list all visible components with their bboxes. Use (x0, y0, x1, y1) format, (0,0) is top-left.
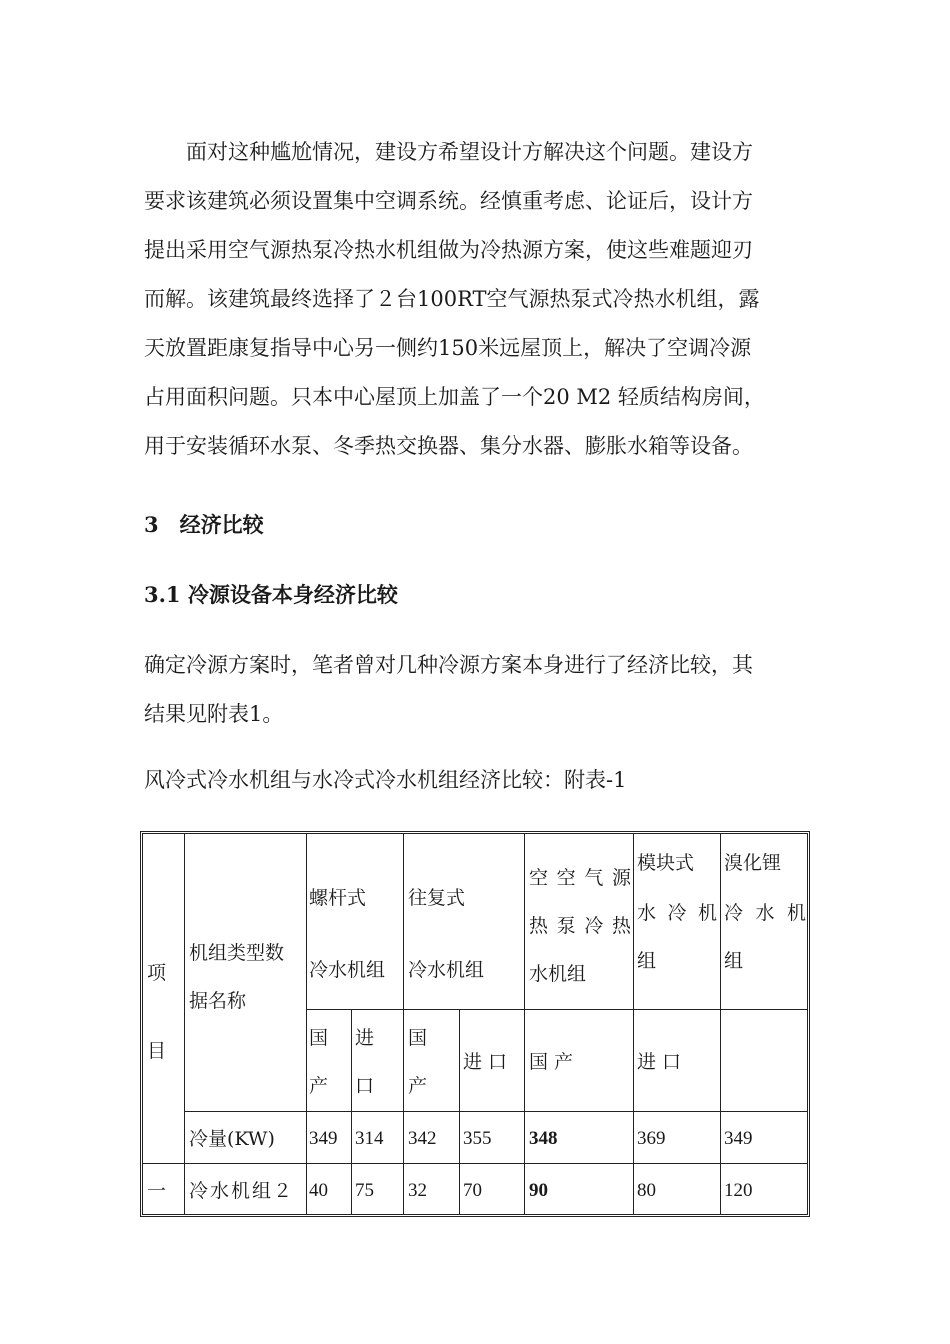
table-rule (306, 1009, 807, 1010)
header-text: 水冷机 (637, 902, 717, 924)
subheader-text: 进 (355, 1027, 375, 1049)
text-line: 结果见附表1。 (144, 702, 284, 726)
header-text: 模块式 (637, 852, 695, 874)
header-text: 螺杆式 (309, 887, 367, 909)
subheader-text: 产 (309, 1075, 329, 1097)
table-cell: 314 (355, 1128, 384, 1149)
header-text: 溴化锂 (724, 852, 782, 874)
subsection-heading: 3.1 冷源设备本身经济比较 (144, 582, 398, 607)
table-cell: 80 (637, 1180, 656, 1201)
subheader-heatpump-domestic: 国 产 (529, 1051, 574, 1073)
table-rule (306, 834, 307, 1214)
header-text: 冷水机组 (408, 959, 485, 981)
paragraph-comparison (144, 641, 810, 739)
text-line: 要求该建筑必须设置集中空调系统。经慎重考虑、论证后，设计方 (144, 189, 753, 213)
table-rule (403, 834, 404, 1214)
paragraph-intro (144, 128, 810, 471)
table-cell: 349 (309, 1128, 338, 1149)
header-unit-type (189, 929, 284, 1025)
table-rule (184, 1111, 807, 1112)
table-cell: 90 (529, 1180, 548, 1201)
subheader-modular-import: 进 口 (637, 1051, 682, 1073)
header-text: 往复式 (408, 887, 466, 909)
header-text: 组 (724, 950, 744, 972)
subheader-recip-domestic (408, 1014, 427, 1110)
table-cell: 342 (408, 1128, 437, 1149)
header-text: 项 (147, 962, 167, 984)
table-cell: 120 (724, 1180, 753, 1201)
table-cell: 32 (408, 1180, 427, 1201)
header-modular-chiller (637, 839, 717, 985)
header-text: 水机组 (529, 963, 587, 985)
text-line: 提出采用空气源热泵冷热水机组做为冷热源方案，使这些难题迎刃 (144, 238, 753, 262)
header-text: 目 (147, 1040, 167, 1062)
subheader-text: 国 (309, 1027, 329, 1049)
subheader-text: 口 (355, 1075, 375, 1097)
header-air-source-heat-pump (529, 854, 631, 998)
row-index: 一 (147, 1180, 167, 1202)
header-item (147, 934, 166, 1090)
header-text: 据名称 (189, 990, 247, 1012)
comparison-table (140, 831, 810, 1217)
table-cell: 349 (724, 1128, 753, 1149)
table-rule (143, 1163, 807, 1164)
table-cell: 40 (309, 1180, 328, 1201)
table-cell: 70 (463, 1180, 482, 1201)
header-text: 冷水机组 (309, 959, 386, 981)
text-line: 用于安装循环水泵、冬季热交换器、集分水器、膨胀水箱等设备。 (144, 434, 753, 458)
header-text: 空空气源 (529, 867, 631, 889)
header-text: 组 (637, 950, 657, 972)
text-line: 而解。该建筑最终选择了２台100RT空气源热泵式冷热水机组，露 (144, 287, 760, 311)
table-cell: 369 (637, 1128, 666, 1149)
table-rule (524, 834, 525, 1214)
subheader-screw-import (355, 1014, 374, 1110)
row-label-cooling-capacity: 冷量(KW) (189, 1128, 275, 1150)
header-screw-chiller (309, 862, 385, 1006)
header-text: 热泵冷热 (529, 915, 631, 937)
header-text: 冷水机 (724, 902, 806, 924)
text-line: 面对这种尴尬情况，建设方希望设计方解决这个问题。建设方 (144, 140, 753, 164)
header-libr-chiller (724, 839, 806, 985)
subheader-text: 产 (408, 1075, 428, 1097)
text-line: 确定冷源方案时，笔者曾对几种冷源方案本身进行了经济比较，其 (144, 653, 753, 677)
text-line: 天放置距康复指导中心另一侧约150米远屋顶上，解决了空调冷源 (144, 336, 752, 360)
subheader-screw-domestic (309, 1014, 328, 1110)
subheader-text: 国 (408, 1027, 428, 1049)
section-heading: 3 经济比较 (144, 512, 264, 537)
table-cell: 355 (463, 1128, 492, 1149)
header-reciprocating-chiller (408, 862, 484, 1006)
table-rule (720, 834, 721, 1214)
table-rule (184, 834, 185, 1214)
table-cell: 75 (355, 1180, 374, 1201)
table-caption: 风冷式冷水机组与水冷式冷水机组经济比较：附表-1 (144, 768, 627, 792)
subheader-recip-import: 进 口 (463, 1051, 508, 1073)
header-text: 机组类型数 (189, 942, 285, 964)
text-line: 占用面积问题。只本中心屋顶上加盖了一个20 M2 轻质结构房间， (144, 385, 765, 409)
table-rule (633, 834, 634, 1214)
row-label-chiller: 冷水机组２ (189, 1180, 295, 1202)
table-cell: 348 (529, 1128, 558, 1149)
